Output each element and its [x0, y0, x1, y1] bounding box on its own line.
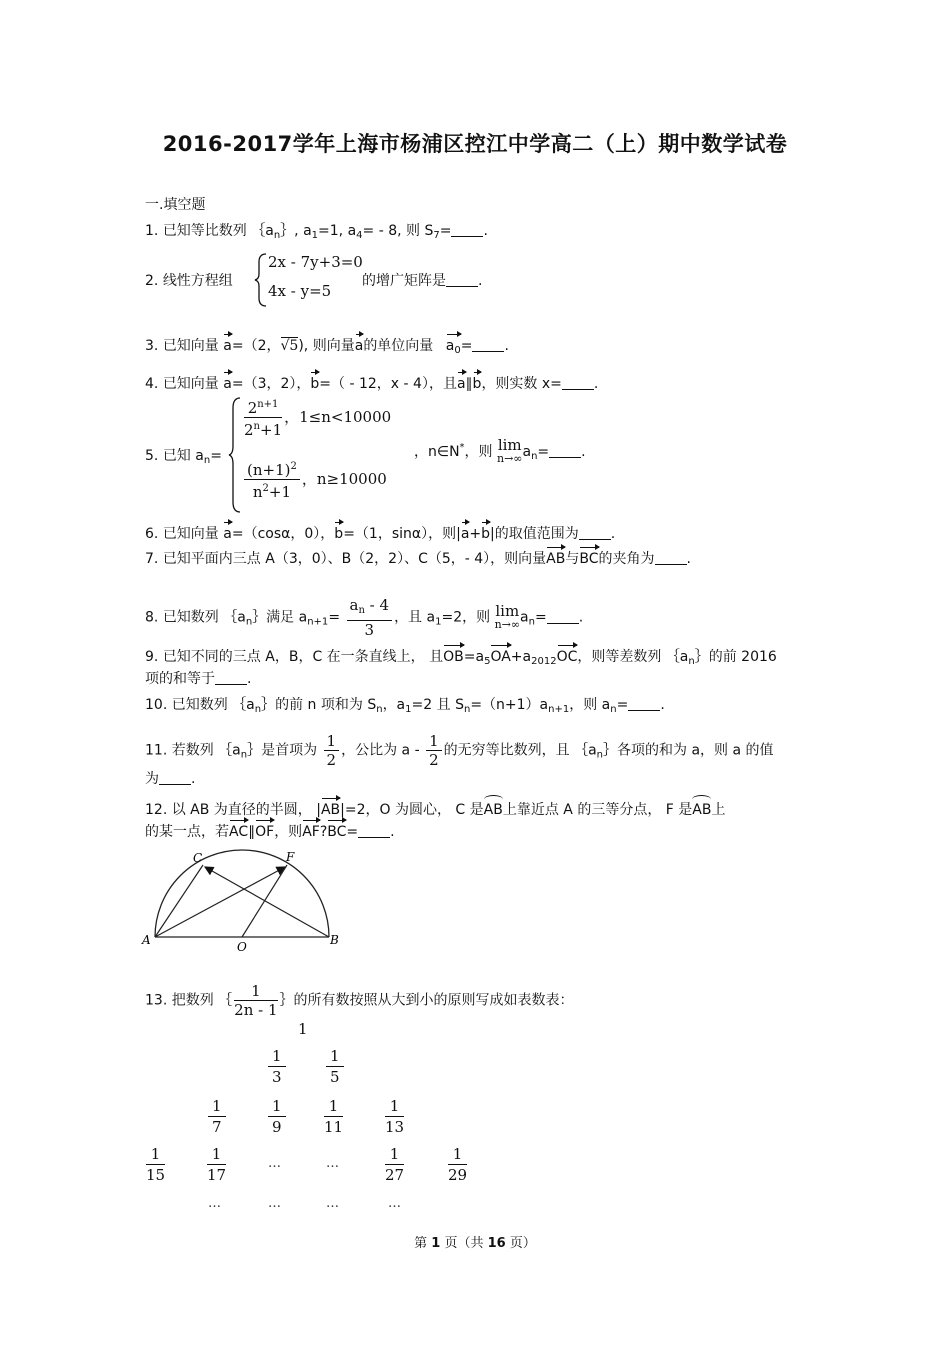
- answer-blank: [547, 611, 579, 624]
- question-7: 7. 已知平面内三点 A（3，0）、B（2，2）、C（5，- 4），则向量AB与BC的夹角为 .: [145, 547, 691, 568]
- page-footer: 第 1 页（共 16 页）: [414, 1236, 536, 1251]
- answer-blank: [655, 552, 687, 565]
- question-1: 1. 已知等比数列 $\{a_n\}$, $a_1=1$, $a_4= - 8$, 则 $S_7=$ .: [145, 223, 488, 241]
- question-12: 12. 以 AB 为直径的半圆， |AB|=2，O 为圆心， C 是AB上靠近点 A 的三等分点， F 是AB上: [145, 797, 725, 819]
- question-10: 10. 已知数列 $\{a_n\}$的前 n 项和为 $S_n$，$a_1=2$ 且 $S_n=(n+1)a_{n+1}$，则 $a_n=$ .: [145, 697, 665, 715]
- question-11: 11. 若数列 $\{a_n\}$是首项为 $\frac{1}{2}$ ，公比为 a - $\frac{1}{2}$ 的无穷等比数列，且 $\{a_n\}$各项的和为 a，则 a 的值: [145, 732, 774, 769]
- semicircle-arc: [155, 850, 329, 937]
- answer-blank: [472, 339, 504, 352]
- answer-blank: [451, 224, 483, 237]
- question-13: 13. 把数列 ｛ $\frac{1}{2n - 1}$ ｝的所有数按照从大到小的原则写成如表数表：: [145, 982, 574, 1019]
- segment-of: [242, 865, 287, 937]
- label-b: B: [330, 933, 339, 947]
- question-5: 5. 已知 $a_n=$: [145, 448, 222, 466]
- label-a: A: [142, 933, 151, 947]
- brace-icon: [228, 396, 242, 514]
- vector-ac: [205, 867, 329, 937]
- answer-blank: [628, 698, 660, 711]
- question-8: 8. 已知数列 $\{a_n\}$满足 $a_{n+1}=$ $\frac{a_n - 4}{3}$ ，且 $a_1=2$，则 lim n→∞ $a_n=$ .: [145, 596, 584, 639]
- question-12-line2: 的某一点，若AC∥OF，则AF?BC= .: [145, 820, 395, 841]
- piecewise-definition: $\frac{2^{n+1}}{2^n+1}$ ，1≤n<10000 $\frac{(n+1)^2}{n^2+1}$ ，n≥10000: [228, 396, 428, 514]
- question-4: 4. 已知向量 a=（3，2），b=（ - 12，x - 4），且a∥b，则实数 x= .: [145, 372, 598, 393]
- question-6: 6. 已知向量 a=（cosα，0），b=（1，sinα），则|a+b|的取值范围为 .: [145, 522, 615, 543]
- brace-icon: [254, 252, 268, 308]
- answer-blank: [358, 825, 390, 838]
- question-2: 2. 线性方程组: [145, 273, 233, 289]
- exam-title: 2016-2017学年上海市杨浦区控江中学高二（上）期中数学试卷: [162, 132, 788, 156]
- section-heading: 一.填空题: [145, 197, 206, 213]
- answer-blank: [562, 377, 594, 390]
- exam-page: 2016-2017学年上海市杨浦区控江中学高二（上）期中数学试卷 一.填空题 1. 已知等比数列 $\{a_n\}$, $a_1=1$, $a_4= - 8$, 则 $S_7=$ . 2. 线性方程组 2x - 7y+3=0 4x - y=5 的增广矩阵是 . 3. 已知向量 a=（2，√5), 则向量a的单位向量 $a_0=$ . 4. 已知向量 a=（3，2），b=（ - 12，x - 4），且a∥b，则实数 x= . 5. 已知 $a_n=$ $\frac{2^{n+1}}{2^n+1}$ ，1≤n<10000 $\frac{(n+1)^2}{n^2+1}$ ，n≥10000 ，n∈N*，则 lim n→∞ $a_n=$ . 6. 已知向量 a=（cosα，0），b=（1，sinα），则|a+b|的取值范围为 . 7. 已知平面内三点 A（3，0）、B（2，2）、C（5，- 4），则向量AB与BC的夹角为 . 8. 已知数列 $\{a_n\}$满足 $a_{n+1}=$ $\frac{a_n - 4}{3}$ ，且 $a_1=2$，则 lim n→∞ $a_n=$ . 9. 已知不同的三点 A，B，C 在一条直线上， 且$OB=a_5OA+a_{2012}OC$，则等差数列 $\{a_n\}$的前 2016 项的和等于 . 10. 已知数列 $\{a_n\}$的前 n 项和为 $S_n$，$a_1=2$ 且 $S_n=(n+1)a_{n+1}$，则 $a_n=$ . 11. 若数列 $\{a_n\}$是首项为 $\frac{1}{2}$ ，公比为 a - $\frac{1}{2}$ 的无穷等比数列，且 $\{a_n\}$各项的和为 a，则 a 的值 为 . 12. 以 AB 为直径的半圆， |AB|=2，O 为圆心， C 是AB上靠近点 A 的三等分点， F 是AB上 的某一点，若AC∥OF，则AF?BC= . C F A B O 13. 把数列 ｛ $\frac{1}{2n - 1}$ ｝的所有数按照从大到小的原则写成如表数表： 1 $\frac{1}{3}$ $\frac{1}{5}$ $\frac{1}{7}$ $\frac{1}{9}$ $\frac{1}{11}$ $\frac{1}{13}$ $\frac{1}{15}$ $\frac{1}{17}$ … … $\frac{1}{27}$ $\frac{1}{29}$ … … … … 第 1 页（共 16 页）: [0, 0, 950, 1345]
- question-9-line2: 项的和等于 .: [145, 671, 252, 687]
- answer-blank: [446, 274, 478, 287]
- question-2-tail: 的增广矩阵是 .: [362, 273, 483, 289]
- answer-blank: [215, 672, 247, 685]
- triangle-row-1: 1: [298, 1020, 308, 1038]
- answer-blank: [159, 772, 191, 785]
- answer-blank: [549, 445, 581, 458]
- question-9: 9. 已知不同的三点 A，B，C 在一条直线上， 且$OB=a_5OA+a_{2012}OC$，则等差数列 $\{a_n\}$的前 2016: [145, 645, 777, 671]
- answer-blank: [579, 527, 611, 540]
- question-3: 3. 已知向量 a=（2，√5), 则向量a的单位向量 $a_0=$ .: [145, 334, 509, 360]
- semicircle-figure: [140, 845, 345, 960]
- question-11-line2: 为 .: [145, 771, 196, 787]
- label-o: O: [237, 940, 247, 954]
- question-5-tail: ，n∈N*，则 lim n→∞ $a_n=$ .: [414, 436, 586, 465]
- label-c: C: [193, 851, 203, 865]
- vector-af: [155, 867, 285, 937]
- label-f: F: [286, 850, 295, 864]
